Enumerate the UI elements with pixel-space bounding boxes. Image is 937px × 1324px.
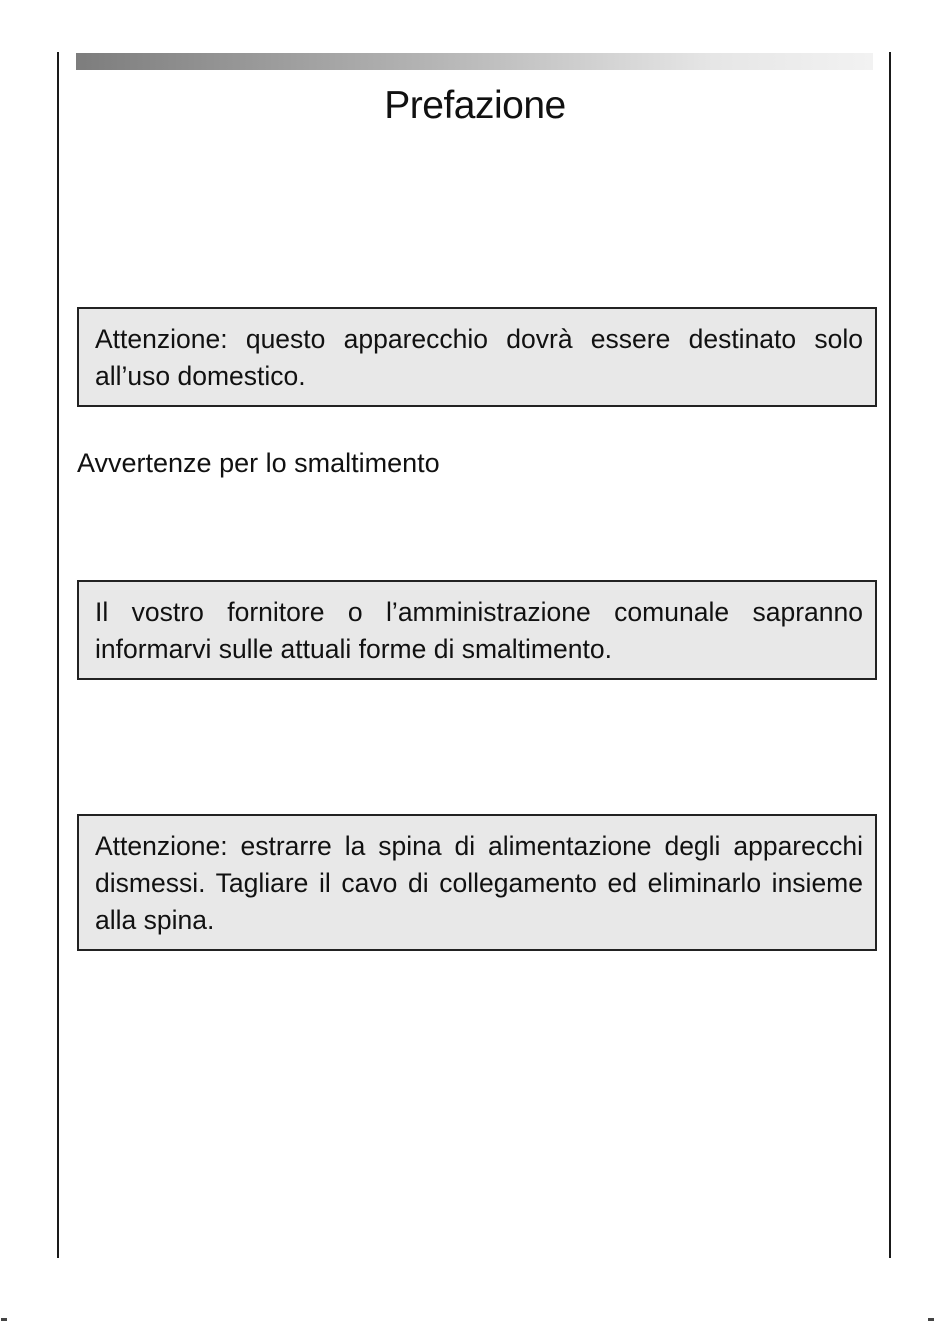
disposal-heading: Avvertenze per lo smaltimento (77, 448, 440, 478)
crop-mark (928, 1318, 934, 1321)
notice-box-disposal-info (77, 580, 877, 680)
crop-mark (1, 1318, 7, 1321)
right-margin-rule (889, 52, 891, 1258)
page-title: Prefazione (384, 84, 566, 127)
left-margin-rule (57, 52, 59, 1258)
header-gradient-bar (76, 53, 873, 70)
notice-text: Attenzione: questo apparecchio dovrà essere destinato solo all’uso domestico. (95, 324, 863, 391)
notice-text: Attenzione: estrarre la spina di alimentazione degli apparecchi dismessi. Tagliare il cavo di collegamento ed eliminarlo insieme alla spina. (95, 831, 863, 935)
notice-box-unplug-warning (77, 814, 877, 951)
notice-text: Il vostro fornitore o l’amministrazione comunale sapranno informarvi sulle attuali forme di smaltimento. (95, 597, 863, 664)
notice-box-domestic-use (77, 307, 877, 407)
